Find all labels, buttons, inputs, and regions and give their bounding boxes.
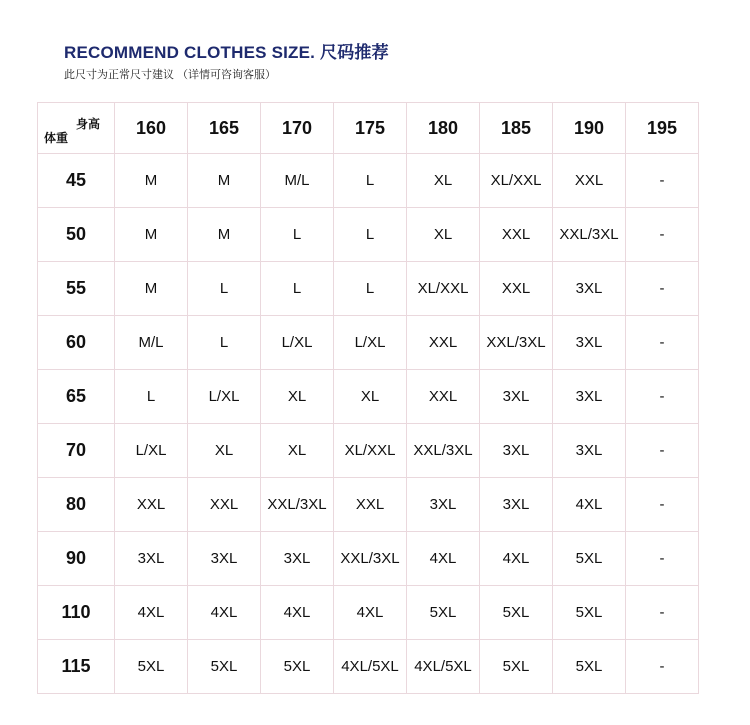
size-cell: M/L — [115, 316, 188, 370]
size-cell: M — [188, 154, 261, 208]
size-cell: 4XL/5XL — [334, 640, 407, 694]
size-cell: 3XL — [115, 532, 188, 586]
corner-cell — [38, 103, 115, 154]
size-cell: 3XL — [553, 424, 626, 478]
size-cell: L — [261, 208, 334, 262]
size-cell: - — [626, 316, 699, 370]
height-header-cell: 195 — [626, 103, 699, 154]
size-cell: L — [188, 316, 261, 370]
size-cell: 5XL — [553, 586, 626, 640]
size-cell: - — [626, 586, 699, 640]
height-header-cell: 170 — [261, 103, 334, 154]
size-cell: L — [334, 262, 407, 316]
size-cell: 5XL — [188, 640, 261, 694]
size-cell: XXL/3XL — [261, 478, 334, 532]
size-cell: XXL/3XL — [407, 424, 480, 478]
table-row — [38, 478, 699, 532]
size-cell: XL — [407, 154, 480, 208]
height-header-cell: 185 — [480, 103, 553, 154]
size-cell: XL — [261, 370, 334, 424]
table-row — [38, 586, 699, 640]
size-cell: 3XL — [480, 370, 553, 424]
size-cell: XXL — [480, 208, 553, 262]
weight-cell: 80 — [38, 478, 115, 532]
size-cell: 4XL — [115, 586, 188, 640]
size-cell: - — [626, 370, 699, 424]
size-cell: 5XL — [407, 586, 480, 640]
size-chart-body — [38, 103, 699, 694]
size-cell: 3XL — [553, 370, 626, 424]
size-cell: 4XL/5XL — [407, 640, 480, 694]
size-cell: L/XL — [261, 316, 334, 370]
table-row — [38, 532, 699, 586]
page-title: RECOMMEND CLOTHES SIZE. 尺码推荐 — [64, 43, 389, 62]
size-cell: XXL — [480, 262, 553, 316]
size-cell: XL/XXL — [480, 154, 553, 208]
height-axis-label: 身高 — [75, 117, 100, 131]
size-cell: L — [334, 154, 407, 208]
size-cell: M — [188, 208, 261, 262]
size-cell: XXL — [407, 370, 480, 424]
height-header-cell: 180 — [407, 103, 480, 154]
size-cell: M — [115, 208, 188, 262]
size-cell: 3XL — [480, 478, 553, 532]
size-cell: 4XL — [188, 586, 261, 640]
size-cell: 4XL — [407, 532, 480, 586]
size-cell: XXL/3XL — [480, 316, 553, 370]
size-cell: XXL — [407, 316, 480, 370]
size-cell: - — [626, 262, 699, 316]
size-cell: - — [626, 208, 699, 262]
size-cell: 5XL — [261, 640, 334, 694]
size-cell: - — [626, 640, 699, 694]
table-row — [38, 208, 699, 262]
size-cell: XL — [407, 208, 480, 262]
size-cell: L/XL — [188, 370, 261, 424]
height-header-cell: 165 — [188, 103, 261, 154]
weight-cell: 90 — [38, 532, 115, 586]
height-header-cell: 160 — [115, 103, 188, 154]
size-cell: 5XL — [115, 640, 188, 694]
size-cell: 3XL — [553, 316, 626, 370]
size-cell: L — [188, 262, 261, 316]
size-cell: 3XL — [480, 424, 553, 478]
size-cell: L/XL — [115, 424, 188, 478]
weight-cell: 45 — [38, 154, 115, 208]
size-cell: XL — [261, 424, 334, 478]
size-cell: L/XL — [334, 316, 407, 370]
size-cell: 3XL — [553, 262, 626, 316]
size-cell: XL/XXL — [334, 424, 407, 478]
table-row — [38, 316, 699, 370]
size-cell: - — [626, 154, 699, 208]
weight-axis-label: 体重 — [44, 131, 69, 145]
size-cell: 3XL — [261, 532, 334, 586]
table-row — [38, 370, 699, 424]
size-cell: M — [115, 154, 188, 208]
size-cell: L — [334, 208, 407, 262]
size-cell: XXL — [188, 478, 261, 532]
size-cell: XXL — [115, 478, 188, 532]
size-chart-table — [37, 102, 699, 694]
size-cell: L — [261, 262, 334, 316]
table-row — [38, 424, 699, 478]
weight-cell: 50 — [38, 208, 115, 262]
size-cell: 3XL — [188, 532, 261, 586]
table-row — [38, 262, 699, 316]
size-cell: 5XL — [480, 640, 553, 694]
size-cell: XXL — [553, 154, 626, 208]
size-cell: - — [626, 532, 699, 586]
weight-cell: 70 — [38, 424, 115, 478]
size-cell: 5XL — [553, 640, 626, 694]
size-cell: 4XL — [480, 532, 553, 586]
height-header-cell: 175 — [334, 103, 407, 154]
size-cell: XXL/3XL — [553, 208, 626, 262]
size-cell: - — [626, 424, 699, 478]
size-cell: M — [115, 262, 188, 316]
height-header-row — [38, 103, 699, 154]
size-cell: 4XL — [261, 586, 334, 640]
size-cell: 4XL — [334, 586, 407, 640]
weight-cell: 60 — [38, 316, 115, 370]
height-header-cell: 190 — [553, 103, 626, 154]
size-cell: XL/XXL — [407, 262, 480, 316]
size-cell: - — [626, 478, 699, 532]
size-cell: M/L — [261, 154, 334, 208]
weight-cell: 65 — [38, 370, 115, 424]
table-row — [38, 154, 699, 208]
weight-cell: 55 — [38, 262, 115, 316]
size-cell: 4XL — [553, 478, 626, 532]
table-row — [38, 640, 699, 694]
size-cell: 3XL — [407, 478, 480, 532]
size-cell: XL — [334, 370, 407, 424]
size-cell: L — [115, 370, 188, 424]
size-cell: XL — [188, 424, 261, 478]
weight-cell: 110 — [38, 586, 115, 640]
size-cell: 5XL — [553, 532, 626, 586]
weight-cell: 115 — [38, 640, 115, 694]
size-cell: XXL — [334, 478, 407, 532]
page-subtitle: 此尺寸为正常尺寸建议 （详情可咨询客服） — [64, 69, 277, 81]
size-cell: 5XL — [480, 586, 553, 640]
size-cell: XXL/3XL — [334, 532, 407, 586]
